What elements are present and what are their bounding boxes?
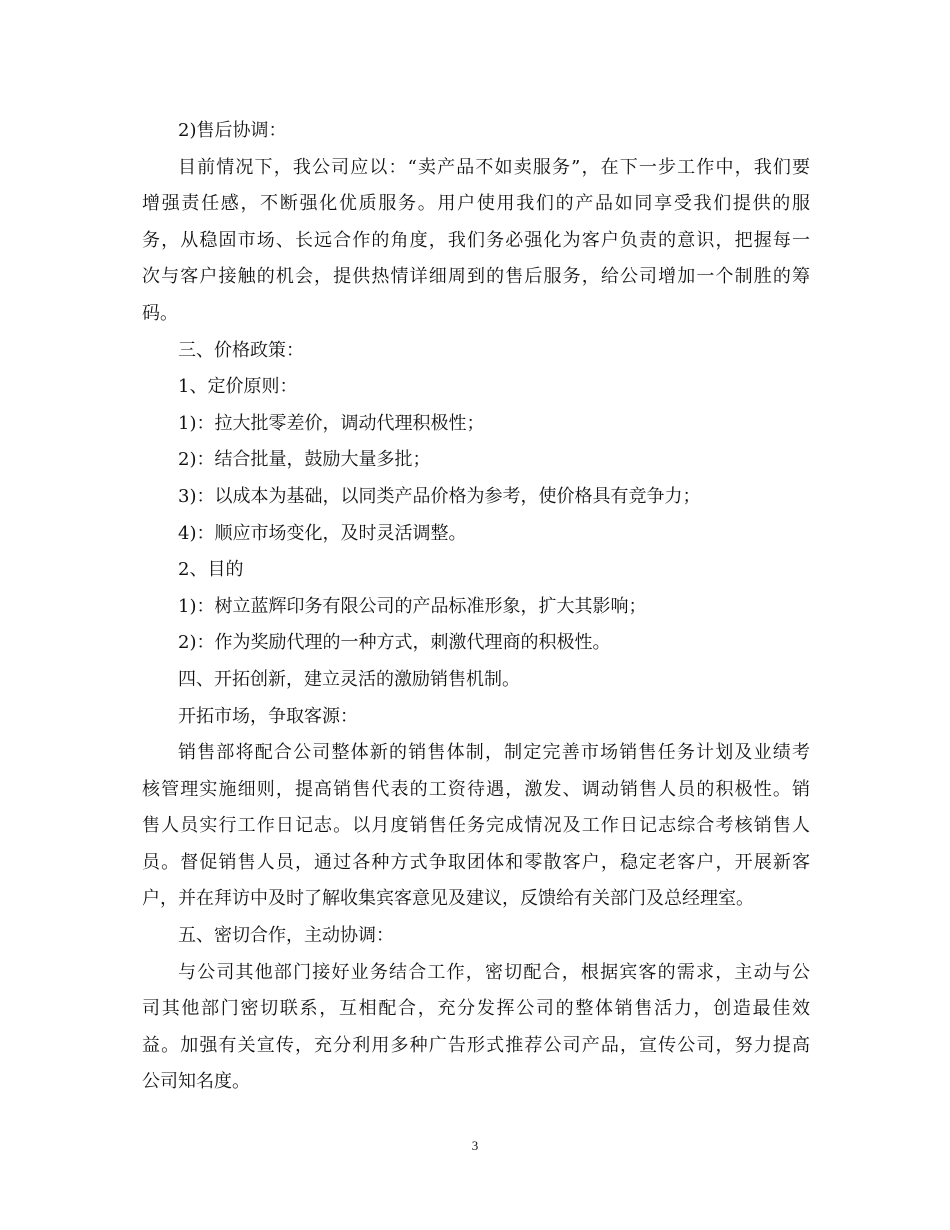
text-line: 4)：顺应市场变化，及时灵活调整。 [178,522,467,544]
text-line: 益。加强有关宣传，充分利用多种广告形式推荐公司产品，宣传公司，努力提高 [142,1034,810,1056]
text-line: 3)：以成本为基础，以同类产品价格为参考，使价格具有竞争力； [178,485,701,507]
text-line: 务，从稳固市场、长远合作的角度，我们务必强化为客户负责的意识，把握每一 [142,229,810,251]
text-line: 核管理实施细则，提高销售代表的工资待遇，激发、调动销售人员的积极性。销 [142,778,810,800]
page-number: 3 [471,1138,479,1153]
text-line: 目前情况下，我公司应以：“卖产品不如卖服务”，在下一步工作中，我们要 [178,156,810,178]
text-line: 与公司其他部门接好业务结合工作，密切配合，根据宾客的需求，主动与公 [178,961,810,983]
text-line: 1)：树立蓝辉印务有限公司的产品标准形象，扩大其影响； [178,595,647,617]
text-line: 2)：作为奖励代理的一种方式，刺激代理商的积极性。 [178,632,611,654]
text-line: 1、定价原则： [178,376,298,398]
text-line: 司其他部门密切联系，互相配合，充分发挥公司的整体销售活力，创造最佳效 [142,998,810,1020]
text-line: 销售部将配合公司整体新的销售体制，制定完善市场销售任务计划及业绩考 [178,742,810,764]
text-line: 增强责任感，不断强化优质服务。用户使用我们的产品如同享受我们提供的服 [142,193,810,215]
text-line: 次与客户接触的机会，提供热情详细周到的售后服务，给公司增加一个制胜的筹 [142,266,810,288]
document-body [142,113,810,1101]
text-line: 1)：拉大批零差价，调动代理积极性； [178,412,485,434]
text-line: 2)售后协调： [178,120,287,141]
text-line: 公司知名度。 [142,1071,250,1093]
text-line: 2、目的 [178,559,244,581]
text-line: 2)：结合批量，鼓励大量多批； [178,449,431,471]
text-line: 五、密切合作，主动协调： [178,925,394,947]
text-line: 四、开拓创新，建立灵活的激励销售机制。 [178,668,520,690]
text-line: 员。督促销售人员，通过各种方式争取团体和零散客户，稳定老客户，开展新客 [142,851,810,873]
text-line: 户，并在拜访中及时了解收集宾客意见及建议，反馈给有关部门及总经理室。 [142,888,754,910]
text-line: 售人员实行工作日记志。以月度销售任务完成情况及工作日记志综合考核销售人 [142,815,810,837]
text-line: 开拓市场，争取客源： [178,705,358,727]
text-line: 码。 [142,302,178,324]
text-line: 三、价格政策： [178,339,304,361]
